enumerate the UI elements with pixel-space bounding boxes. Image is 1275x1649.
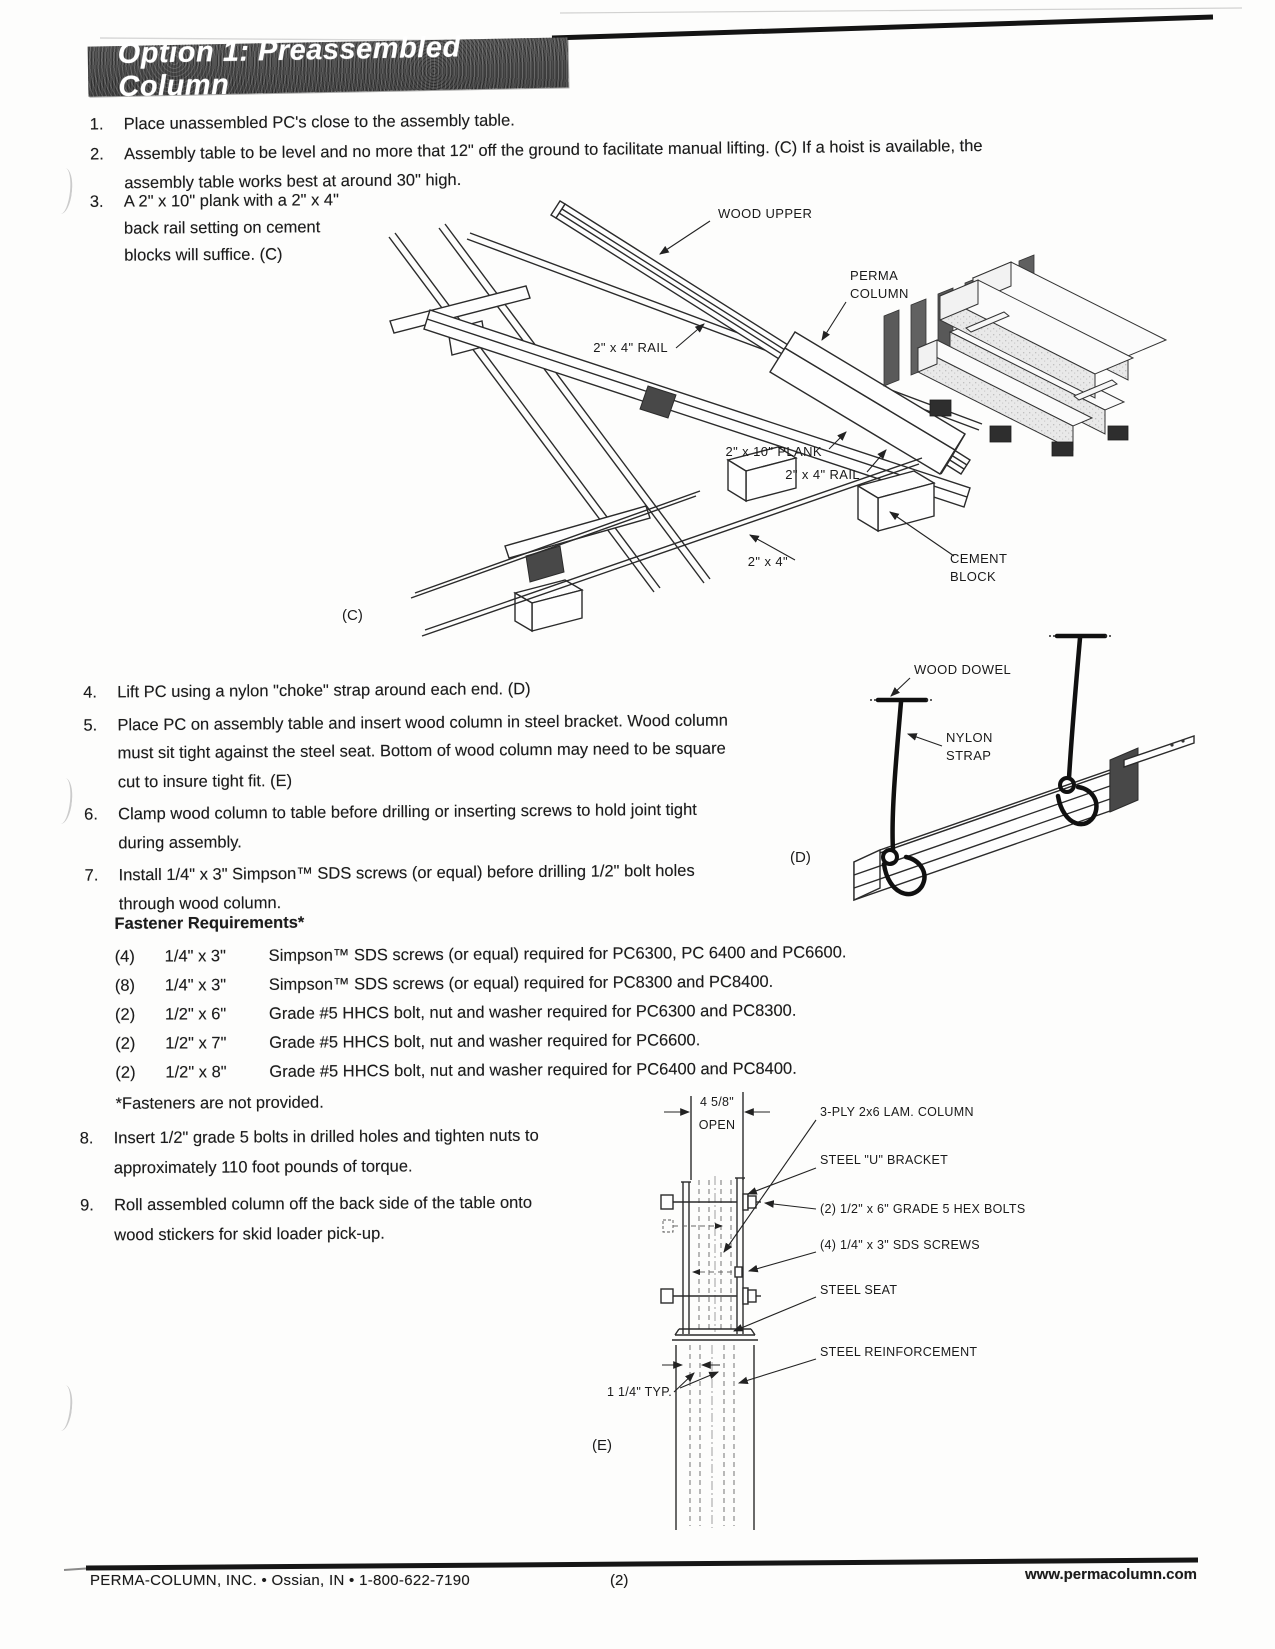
fastener-qty: (2) (114, 1005, 136, 1024)
step-list-mid (83, 673, 745, 922)
fastener-desc: Grade #5 HHCS bolt, nut and washer required for PC6400 and PC8400. (269, 1059, 797, 1081)
fastener-size: 1/2" x 7" (165, 1034, 227, 1053)
steel-bracket-end (1110, 736, 1194, 812)
label-nylon-strap: STRAP (946, 748, 992, 763)
step-item-7 (84, 856, 744, 918)
step-number: 1. (89, 115, 104, 134)
stacked-beams (918, 262, 1166, 450)
step-text: A 2" x 10" plank with a 2" x 4" back rail setting on cement blocks will suffice. (C) (123, 191, 340, 265)
punch-hole-mark (52, 1384, 75, 1432)
fastener-size: 1/2" x 8" (165, 1063, 227, 1082)
footer-page-number: (2) (610, 1572, 629, 1589)
label-open: OPEN (698, 1118, 736, 1132)
step-number: 3. (89, 192, 104, 211)
label-lam-column: 3-PLY 2x6 LAM. COLUMN (820, 1105, 974, 1119)
laminated-column-lines (699, 1176, 731, 1332)
fastener-qty: (2) (115, 1034, 136, 1053)
label-dimension: 4 5/8" (699, 1095, 735, 1109)
label-two-by-four: 2" x 4" (747, 554, 788, 569)
fastener-desc: Simpson™ SDS screws (or equal) required for PC8300 and PC8400. (268, 972, 774, 994)
step-text: Lift PC using a nylon "choke" strap around each end. (D) (117, 680, 531, 702)
diagram-e-caption: (E) (592, 1437, 612, 1454)
fastener-desc: Grade #5 HHCS bolt, nut and washer required for PC6600. (269, 1031, 701, 1052)
label-cement-block: CEMENT (950, 551, 1008, 566)
label-perma-column: PERMA (850, 268, 899, 283)
label-steel-seat: STEEL SEAT (820, 1283, 898, 1297)
step-number: 2. (89, 145, 104, 164)
fastener-desc: Simpson™ SDS screws (or equal) required for PC6300, PC 6400 and PC6600. (268, 943, 847, 965)
fastener-qty: (2) (115, 1063, 136, 1082)
label-sds-screws: (4) 1/4" x 3" SDS SCREWS (820, 1238, 980, 1252)
label-hex-bolts: (2) 1/2" x 6" GRADE 5 HEX BOLTS (820, 1202, 1026, 1216)
page-title: Option 1: Preassembled Column (117, 31, 461, 104)
diagram-e-labels (592, 1105, 1026, 1454)
punch-hole-mark (52, 777, 75, 825)
label-perma-column: COLUMN (850, 286, 909, 301)
step-text: Place PC on assembly table and insert wood column in steel bracket. Wood column must sit tight against the steel seat. Bottom of wood column may need to be square cut to insure tight fit. (E) (117, 711, 728, 791)
step-text: Insert 1/2" grade 5 bolts in drilled holes and tighten nuts to approximately 110 foot pounds of torque. (113, 1126, 539, 1178)
step-number: 6. (84, 805, 98, 824)
step-number: 4. (83, 683, 97, 702)
step-item-9 (80, 1188, 562, 1251)
step-text: Place unassembled PC's close to the assembly table. (123, 111, 515, 134)
fastener-qty: (4) (114, 947, 135, 966)
hex-bolt-bottom (661, 1288, 761, 1304)
label-rail-top: 2" x 4" RAIL (593, 340, 668, 355)
nylon-strap-diagram-d (772, 610, 1202, 915)
label-steel-reinforcement: STEEL REINFORCEMENT (820, 1345, 978, 1359)
label-typ-dimension: 1 1/4" TYP. (607, 1385, 672, 1399)
fastener-footnote: *Fasteners are not provided. (115, 1093, 324, 1113)
step-list-top (90, 101, 1039, 199)
fastener-size: 1/4" x 3" (164, 976, 227, 995)
step-item-5 (83, 706, 744, 797)
diagram-d-caption: (D) (790, 849, 811, 866)
step-number: 9. (80, 1196, 94, 1215)
stacked-columns-pallet-drawing (878, 200, 1168, 460)
label-wood-dowel: WOOD DOWEL (914, 662, 1012, 677)
step-text: Roll assembled column off the back side of the table onto wood stickers for skid loader pick-up. (114, 1193, 533, 1245)
cement-block-right (858, 471, 934, 531)
hex-bolt-top (661, 1194, 761, 1210)
step-item-8 (80, 1121, 562, 1184)
label-wood-upper: WOOD UPPER (718, 206, 813, 221)
concrete-base (662, 1340, 758, 1530)
diagram-c-caption: (C) (342, 607, 363, 624)
footer-company-info: PERMA-COLUMN, INC. • Ossian, IN • 1-800-622-7190 (90, 1572, 471, 1589)
step-list-bottom (80, 1121, 563, 1258)
step-item-4 (83, 673, 743, 707)
fastener-size: 1/4" x 3" (164, 947, 226, 966)
label-rail-mid: 2" x 4" RAIL (785, 467, 860, 482)
step-number: 5. (83, 715, 98, 735)
fastener-qty: (8) (114, 976, 136, 995)
step-text: Install 1/4" x 3" Simpson™ SDS screws (or equal) before drilling 1/2" bolt holes through wood column. (118, 861, 695, 913)
punch-hole-mark (52, 167, 75, 215)
label-u-bracket: STEEL "U" BRACKET (820, 1153, 949, 1167)
step-item-6 (84, 795, 744, 857)
fastener-heading: Fastener Requirements* (114, 913, 305, 933)
step-item-3 (90, 187, 343, 270)
bracket-section-diagram-e (572, 1082, 1042, 1544)
label-plank: 2" x 10" PLANK (725, 444, 822, 459)
hex-bolt-hidden (663, 1220, 722, 1232)
dimension-lines (664, 1092, 770, 1180)
sds-screw (692, 1267, 742, 1277)
step-text: Assembly table to be level and no more that 12" off the ground to facilitate manual lifting. (C) If a hoist is available, the assembly table works best at around 30" high. (123, 136, 983, 193)
fastener-desc: Grade #5 HHCS bolt, nut and washer required for PC6300 and PC8300. (268, 1001, 797, 1023)
step-number: 8. (79, 1129, 94, 1148)
fastener-size: 1/2" x 6" (164, 1005, 227, 1024)
step-text: Clamp wood column to table before drilling or inserting screws to hold joint tight during assembly. (118, 800, 697, 852)
step-number: 7. (84, 866, 99, 885)
label-nylon-strap: NYLON (946, 730, 993, 745)
footer-website-link[interactable]: www.permacolumn.com (1025, 1566, 1197, 1583)
title-banner (88, 31, 569, 104)
step-list-three (90, 187, 343, 270)
label-cement-block: BLOCK (950, 569, 997, 584)
